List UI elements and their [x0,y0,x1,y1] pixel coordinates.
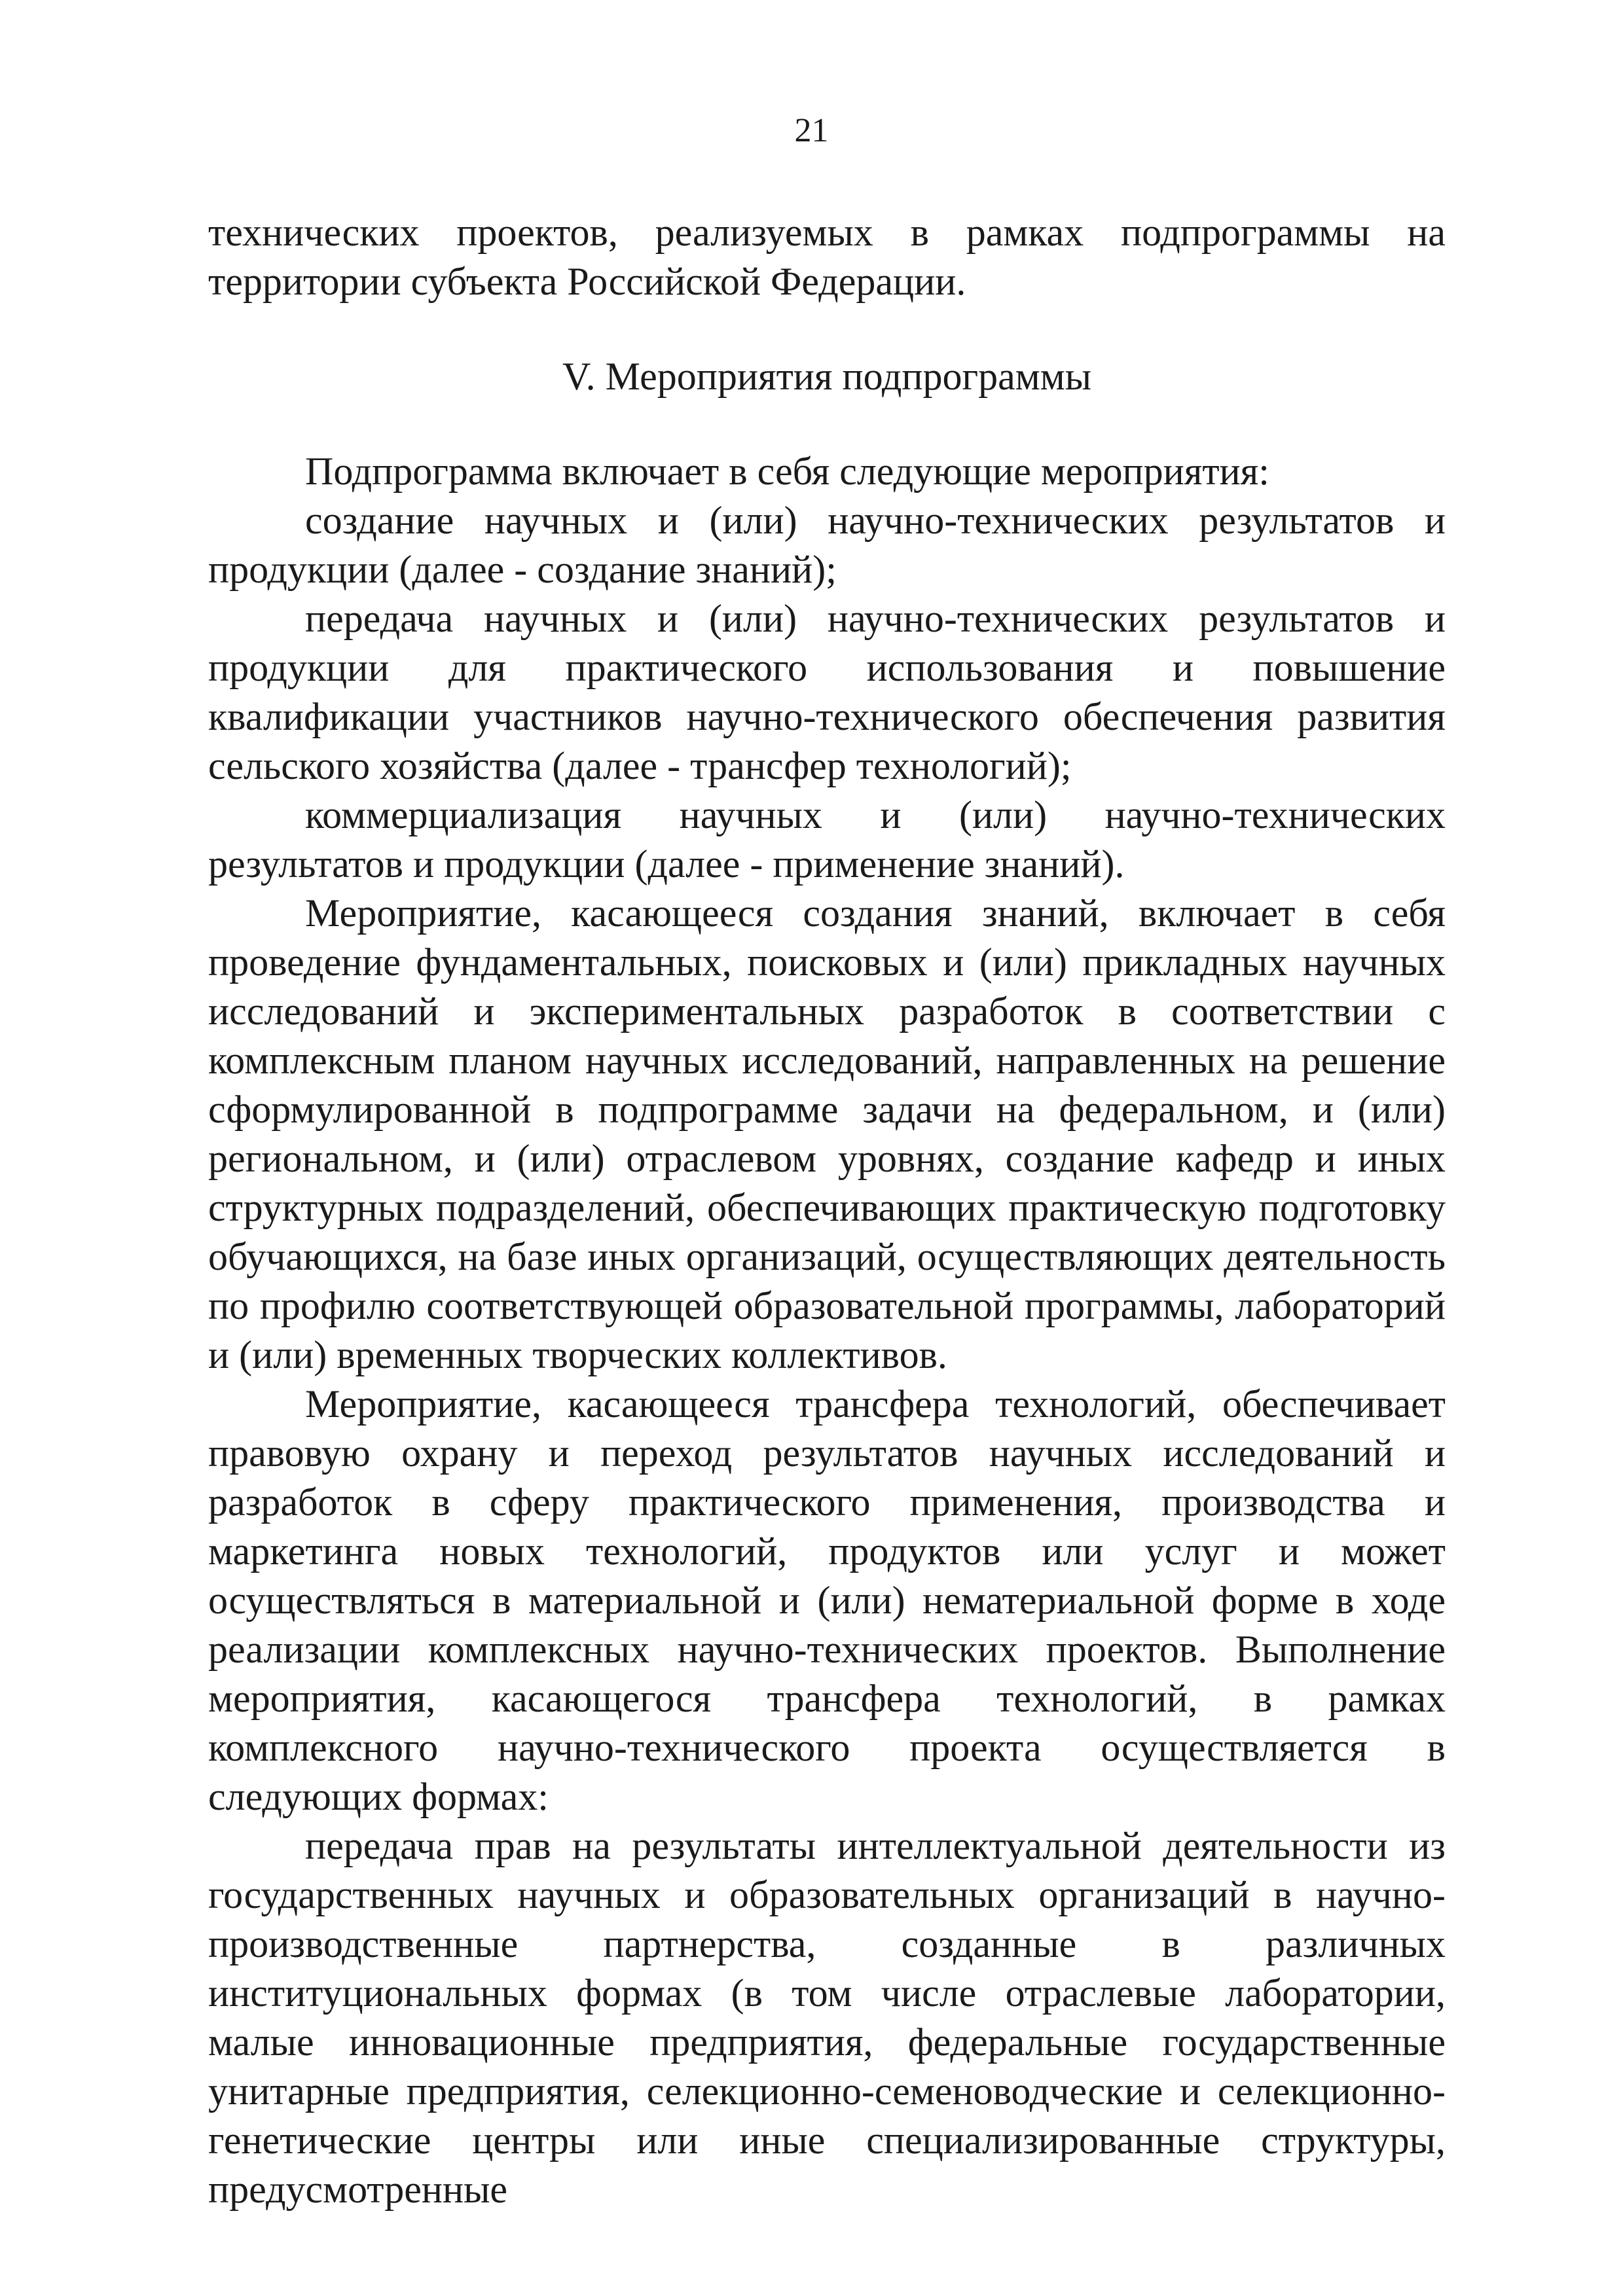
continuation-paragraph: технических проектов, реализуемых в рамках подпрограммы на территории субъекта Российской Федерации. [208,211,1446,303]
paragraph-intro: Подпрограмма включает в себя следующие мероприятия: [305,450,1269,493]
paragraph-knowledge-creation: создание научных и (или) научно-технических результатов и продукции (далее - создание знаний); [208,499,1446,591]
paragraph-knowledge-creation-detail: Мероприятие, касающееся создания знаний, включает в себя проведение фундаментальных, поисковых и (или) прикладных научных исследований и экспериментальных разработок в соответствии с комплексным планом научных исследований, направленных на решение сформулированной в подпрограмме задачи на федеральном, и (или) региональном, и (или) отраслевом уровнях, создание кафедр и иных структурных подразделений, обеспечивающих практическую подготовку обучающихся, на базе иных организаций, осуществляющих деятельность по профилю соответствующей образовательной программы, лабораторий и (или) временных творческих коллективов. [208,891,1446,1376]
section-title: V. Мероприятия подпрограммы [562,355,1092,398]
paragraph-technology-transfer: передача научных и (или) научно-технических результатов и продукции для практического использования и повышение квалификации участников научно-технического обеспечения развития сельского хозяйства (далее - трансфер технологий); [208,597,1446,787]
document-body [208,208,1446,2214]
paragraph-commercialization: коммерциализация научных и (или) научно-технических результатов и продукции (далее - применение знаний). [208,793,1446,886]
paragraph-technology-transfer-detail: Мероприятие, касающееся трансфера технологий, обеспечивает правовую охрану и переход результатов научных исследований и разработок в сферу практического применения, производства и маркетинга новых технологий, продуктов или услуг и может осуществляться в материальной и (или) нематериальной форме в ходе реализации комплексных научно-технических проектов. Выполнение мероприятия, касающегося трансфера технологий, в рамках комплексного научно-технического проекта осуществляется в следующих формах: [208,1382,1446,1818]
paragraph-rights-transfer: передача прав на результаты интеллектуальной деятельности из государственных научных и образовательных организаций в научно-производственные партнерства, созданные в различных институциональных формах (в том числе отраслевые лаборатории, малые инновационные предприятия, федеральные государственные унитарные предприятия, селекционно-семеноводческие и селекционно-генетические центры или иные специализированные структуры, предусмотренные [208,1824,1446,2211]
page-number: 21 [794,112,829,149]
